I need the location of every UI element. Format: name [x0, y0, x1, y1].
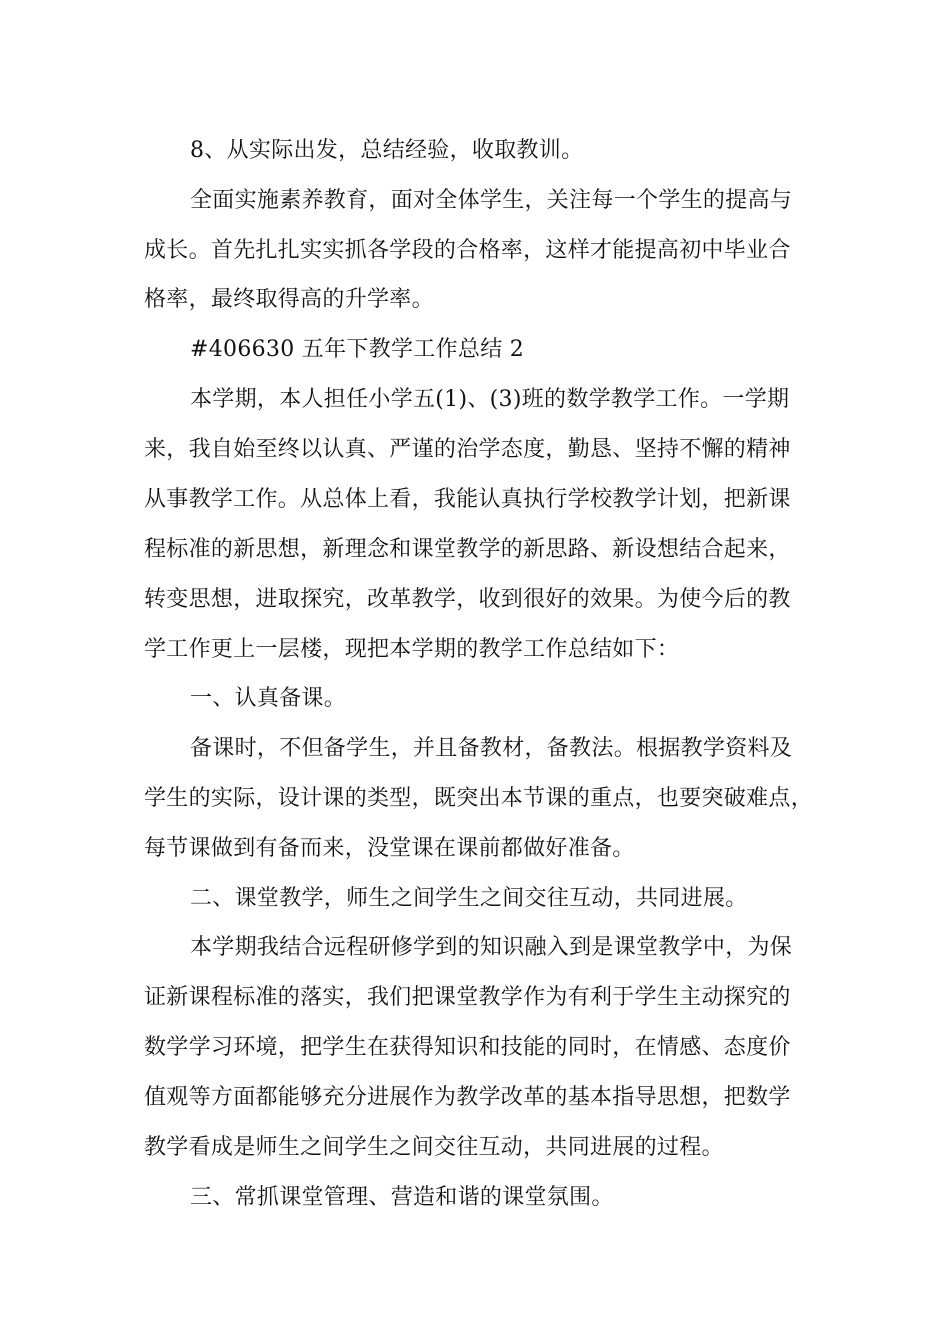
section-heading: #406630 五年下教学工作总结 2	[190, 337, 525, 362]
section-heading: 三、常抓课堂管理、营造和谐的课堂氛围。	[190, 1185, 614, 1210]
paragraph-line: 8、从实际出发，总结经验，收取教训。	[190, 138, 584, 163]
section-heading: 二、课堂教学，师生之间学生之间交往互动，共同进展。	[190, 886, 748, 911]
paragraph-line: 值观等方面都能够充分进展作为教学改革的基本指导思想，把数学	[144, 1085, 791, 1110]
paragraph-line: 从事教学工作。从总体上看，我能认真执行学校教学计划，把新课	[144, 487, 791, 512]
paragraph-line: 教学看成是师生之间学生之间交往互动，共同进展的过程。	[144, 1135, 724, 1160]
paragraph-line: 本学期，本人担任小学五(1)、(3)班的数学教学工作。一学期	[190, 387, 790, 412]
paragraph-line: 全面实施素养教育，面对全体学生，关注每一个学生的提高与	[190, 188, 793, 213]
paragraph-line: 学工作更上一层楼，现把本学期的教学工作总结如下：	[144, 637, 680, 662]
paragraph-line: 本学期我结合远程研修学到的知识融入到是课堂教学中，为保	[190, 935, 793, 960]
section-heading: 一、认真备课。	[190, 686, 347, 711]
paragraph-line: 成长。首先扎扎实实抓各学段的合格率，这样才能提高初中毕业合	[144, 238, 791, 263]
paragraph-line: 转变思想，进取探究，改革教学，收到很好的效果。为使今后的教	[144, 587, 791, 612]
paragraph-line: 备课时，不但备学生，并且备教材，备教法。根据教学资料及	[190, 736, 793, 761]
paragraph-line: 学生的实际，设计课的类型，既突出本节课的重点，也要突破难点，	[144, 786, 814, 811]
paragraph-line: 每节课做到有备而来，没堂课在课前都做好准备。	[144, 836, 635, 861]
paragraph-line: 程标准的新思想，新理念和课堂教学的新思路、新设想结合起来，	[144, 537, 791, 562]
paragraph-line: 数学学习环境，把学生在获得知识和技能的同时，在情感、态度价	[144, 1035, 791, 1060]
paragraph-line: 来，我自始至终以认真、严谨的治学态度，勤恳、坚持不懈的精神	[144, 437, 791, 462]
paragraph-line: 格率，最终取得高的升学率。	[144, 287, 434, 312]
paragraph-line: 证新课程标准的落实，我们把课堂教学作为有利于学生主动探究的	[144, 985, 791, 1010]
